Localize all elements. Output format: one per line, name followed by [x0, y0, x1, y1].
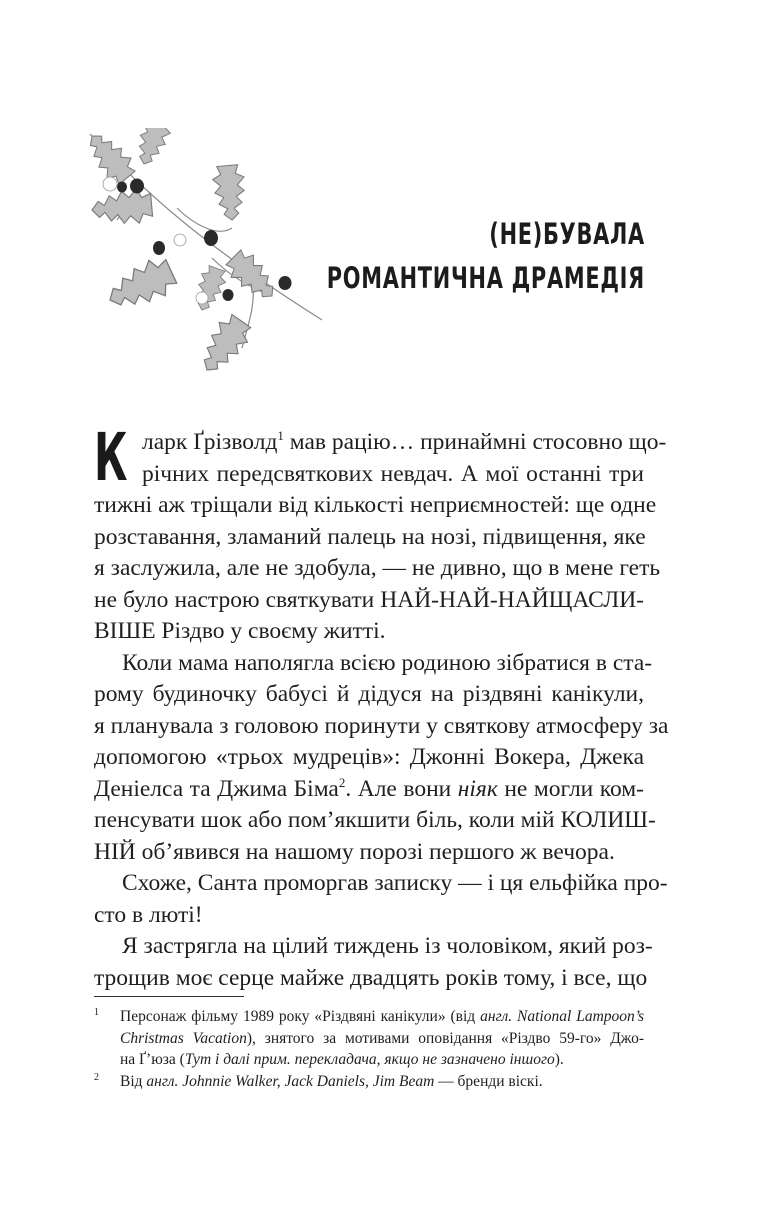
chapter-title-line-2: РОМАНТИЧНА ДРАМЕДІЯ	[326, 261, 645, 295]
footnotes	[94, 1006, 644, 1092]
text-line: допомогою «трьох мудреців»: Джонні Вокера, Джека	[94, 744, 644, 770]
text-line: трощив моє серце майже двадцять років тому, і все, що	[94, 964, 648, 991]
holly-branch-icon	[82, 128, 332, 380]
text-line: я заслужила, але не здобула, — не дивно, що в мене геть	[94, 555, 661, 581]
footnote-ref-1[interactable]: 1	[277, 428, 284, 443]
text-line: ларк Ґрізволд$^1$ мав рацію… принаймні стосовно що-	[142, 428, 667, 455]
footnote-number: 1	[94, 1007, 99, 1018]
footnote-line: Christmas Vacation), знятого за мотивами оповідання «Різдво 59-го» Джо-	[120, 1029, 645, 1047]
text-line: НІЙ об’явився на нашому порозі першого ж вечора.	[94, 838, 615, 865]
text-line: Схоже, Санта проморгав записку — і ця ельфійка про-	[122, 870, 668, 896]
paragraph-3	[94, 868, 668, 931]
footnote-divider	[94, 996, 244, 997]
text-line: сто в люті!	[94, 901, 203, 928]
footnote-2	[94, 1071, 644, 1093]
text-line: розставання, зламаний палець на нозі, підвищення, яке	[94, 523, 646, 550]
text-line: не було настрою святкувати НАЙ-НАЙ-НАЙЩАСЛИ-	[94, 586, 644, 613]
text-line: пенсувати шок або пом’якшити біль, коли мій КОЛИШ-	[94, 807, 656, 833]
footnote-line: Персонаж фільму 1989 року «Різдвяні канікули» (від англ. National Lampoon’s	[120, 1008, 644, 1025]
paragraph-2	[94, 648, 669, 869]
drop-cap: К	[94, 419, 128, 496]
chapter-title	[327, 212, 645, 300]
footnote-1	[94, 1006, 644, 1071]
text-line: річних передсвяткових невдач. А мої останні три	[142, 460, 644, 487]
chapter-title-line-1: (НЕ)БУВАЛА	[489, 217, 645, 251]
text-line: тижні аж тріщали від кількості неприємностей: ще одне	[94, 492, 657, 518]
paragraph-4	[94, 931, 653, 994]
text-line: Деніелса та Джима Біма$^2$. Але вони ніяк не могли ком-	[94, 774, 644, 802]
text-line: Коли мама наполягла всією родиною зібратися в ста-	[122, 649, 653, 676]
footnote-line: Від англ. Johnnie Walker, Jack Daniels, Jim Beam — бренди віскі.	[120, 1072, 543, 1090]
footnote-line: на Ґ’юза (Тут і далі прим. перекладача, якщо не зазначено іншого).	[120, 1051, 564, 1068]
text-line: рому будиночку бабусі й дідуся на різдвяні канікули,	[94, 681, 644, 707]
footnote-number: 2	[94, 1071, 99, 1083]
text-line: я планувала з головою поринути у святкову атмосферу за	[94, 712, 669, 739]
text-line: Я застрягла на цілий тиждень із чоловіком, який роз-	[122, 933, 653, 959]
paragraph-1	[94, 419, 667, 648]
text-line: ВІШЕ Різдво у своєму житті.	[94, 618, 386, 644]
footnote-ref-2[interactable]: 2	[338, 774, 346, 790]
